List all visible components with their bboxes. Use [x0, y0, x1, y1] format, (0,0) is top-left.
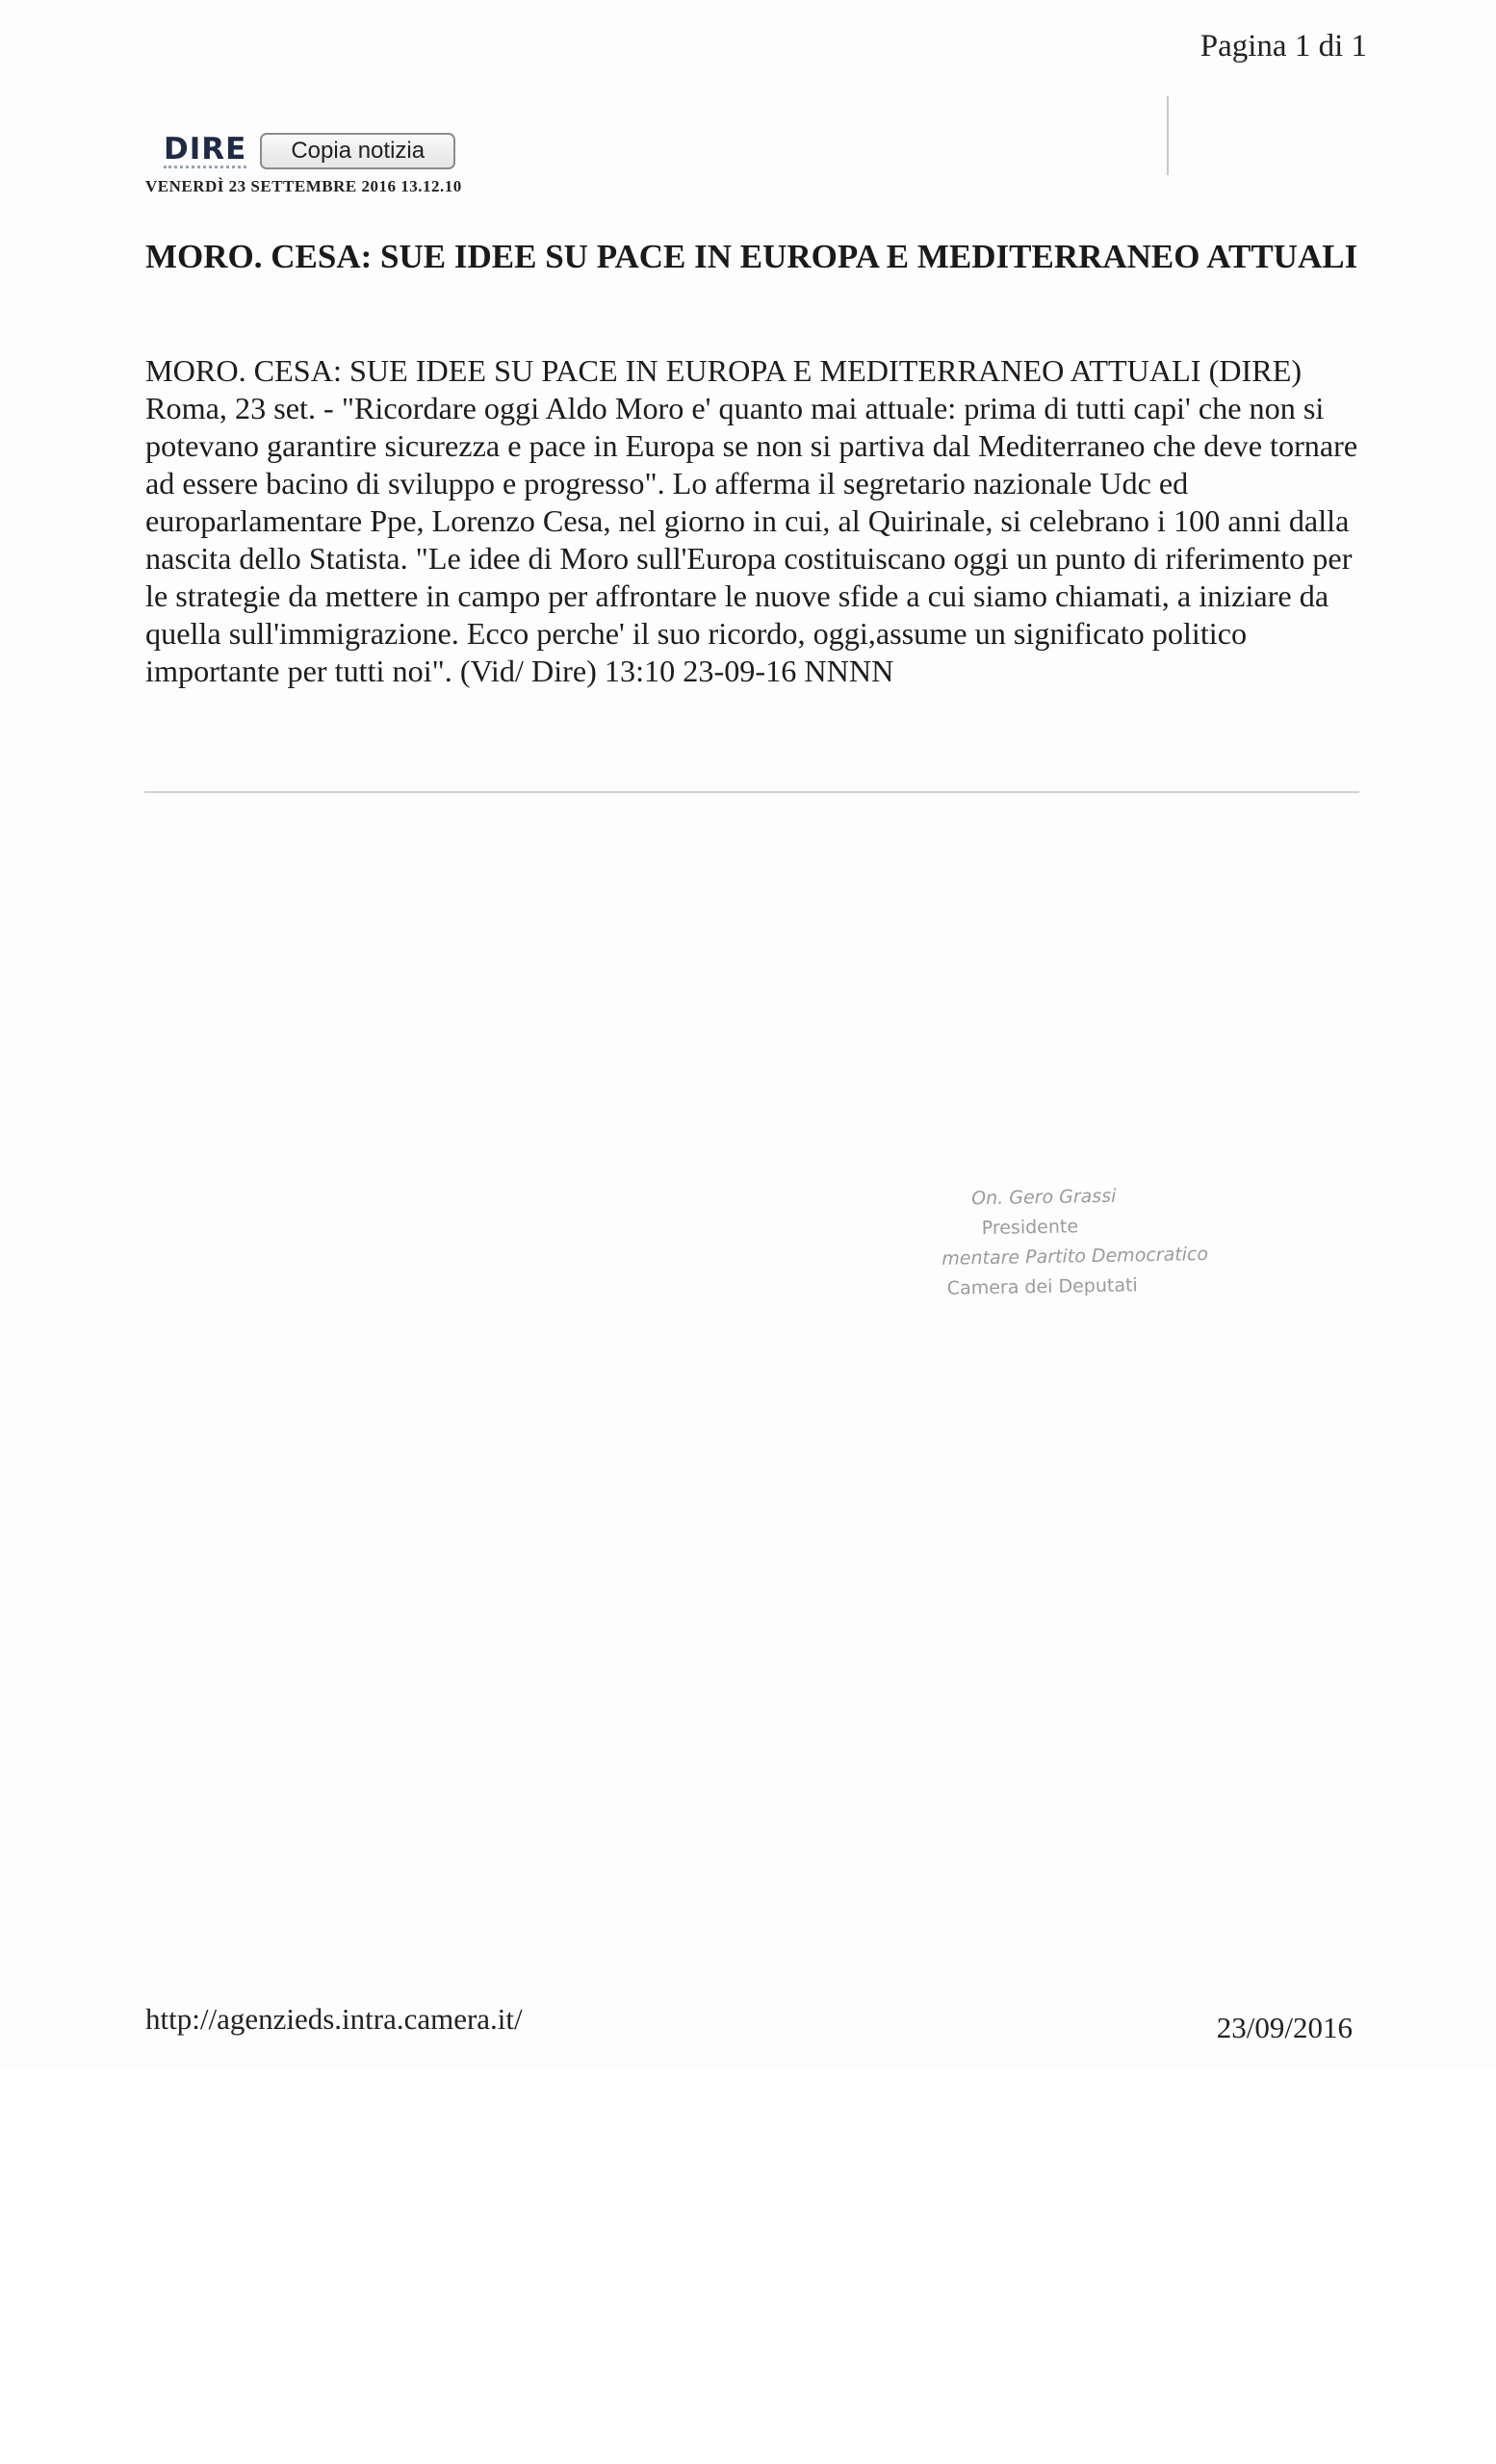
stamp-party: mentare Partito Democratico: [941, 1243, 1209, 1270]
stamp-chamber: Camera dei Deputati: [946, 1274, 1138, 1299]
news-header: [164, 133, 455, 169]
stamp-role: Presidente: [981, 1216, 1079, 1240]
stamp-name: On. Gero Grassi: [971, 1185, 1117, 1210]
official-stamp: [923, 1179, 1272, 1304]
copy-news-button[interactable]: Copia notizia: [260, 133, 455, 169]
article-separator: [144, 791, 1359, 793]
article-body: MORO. CESA: SUE IDEE SU PACE IN EUROPA E MEDITERRANEO ATTUALI (DIRE) Roma, 23 set. - "Ricordare oggi Aldo Moro e' quanto mai attuale: prima di tutti capi' che non si potevano garantire sicurezza e pace in Europa se non si partiva dal Mediterraneo che deve tornare ad essere bacino di sviluppo e progresso". Lo afferma il segretario nazionale Udc ed europarlamentare Ppe, Lorenzo Cesa, nel giorno in cui, al Quirinale, si celebrano i 100 anni dalla nascita dello Statista. "Le idee di Moro sull'Europa costituiscano oggi un punto di riferimento per le strategie da mettere in campo per affrontare le nuove sfide a cui siamo chiamati, a iniziare da quella sull'immigrazione. Ecco perche' il suo ricordo, oggi,assume un significato politico importante per tutti noi". (Vid/ Dire) 13:10 23-09-16 NNNN: [145, 353, 1358, 688]
footer-url: http://agenzieds.intra.camera.it/: [145, 2002, 523, 2036]
article-headline: MORO. CESA: SUE IDEE SU PACE IN EUROPA E MEDITERRANEO ATTUALI: [145, 238, 1358, 275]
vertical-divider: [1167, 96, 1169, 175]
page-counter: Pagina 1 di 1: [1199, 29, 1367, 64]
dire-logo: DIRE: [164, 131, 247, 167]
footer-date: 23/09/2016: [1216, 2011, 1353, 2044]
dateline: VENERDÌ 23 SETTEMBRE 2016 13.12.10: [145, 177, 462, 195]
